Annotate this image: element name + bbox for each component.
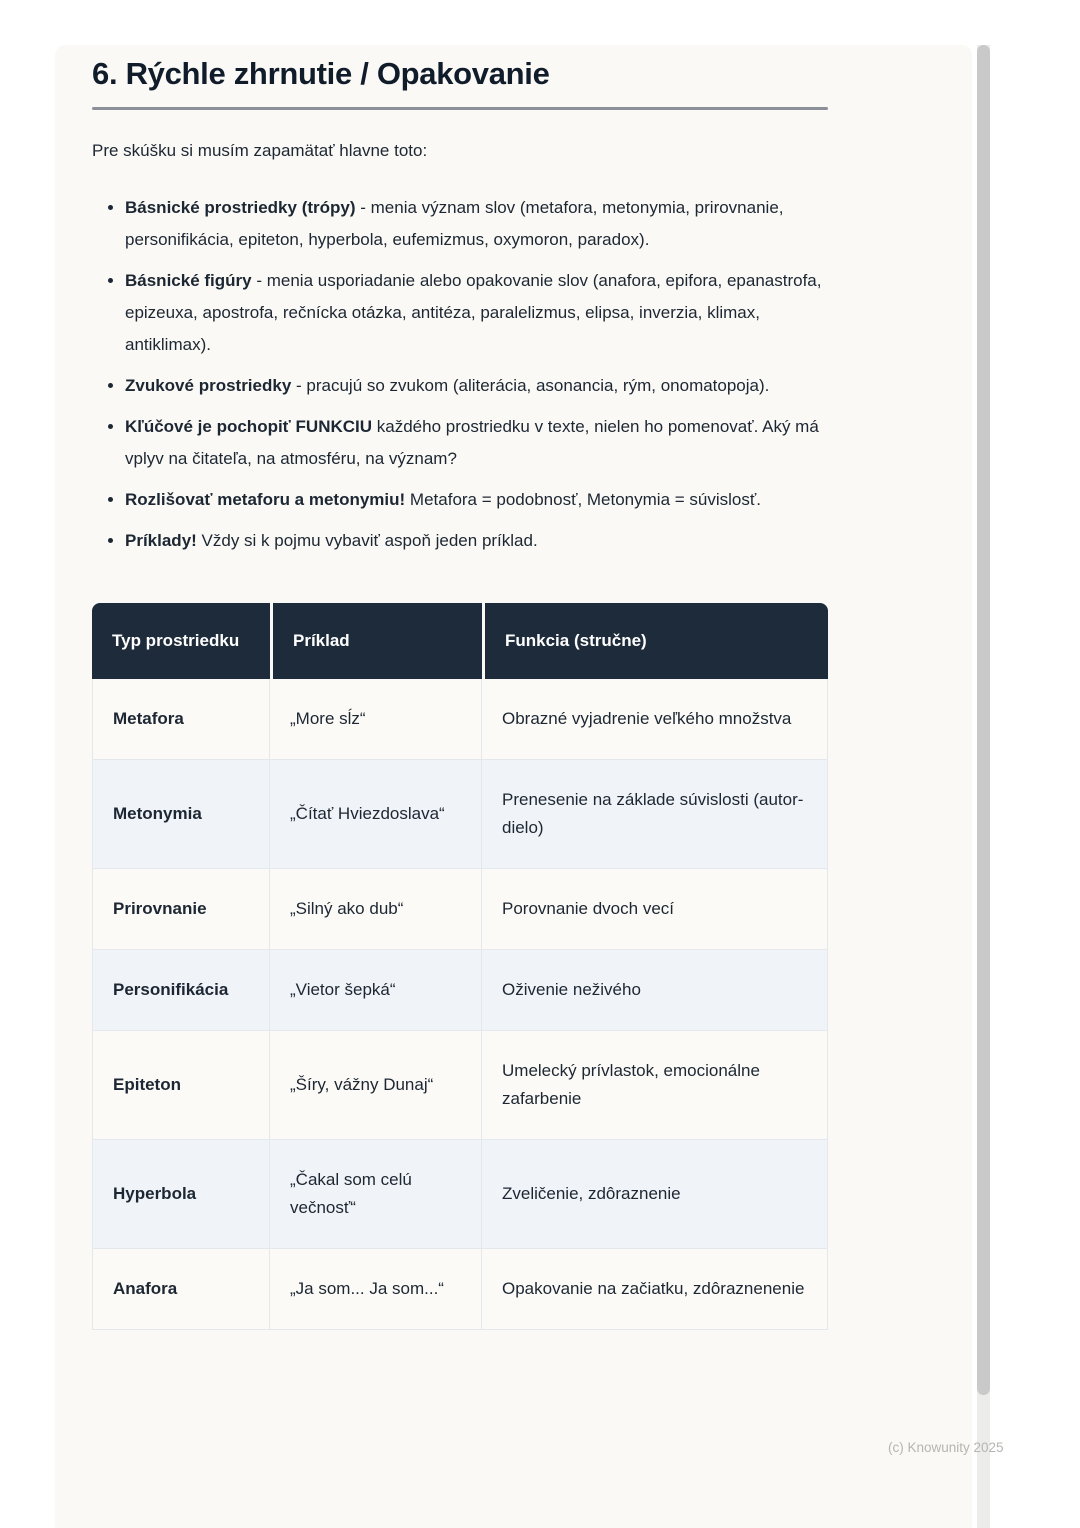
intro-text: Pre skúšku si musím zapamätať hlavne toto: xyxy=(92,141,428,160)
table-row xyxy=(92,950,828,1031)
bullet-text: Vždy si k pojmu vybaviť aspoň jeden príklad. xyxy=(196,531,538,550)
summary-table xyxy=(92,603,828,1330)
bullet-item xyxy=(125,192,828,256)
bullet-text: - pracujú so zvukom (aliterácia, asonancia, rým, onomatopoja). xyxy=(291,376,770,395)
scrollbar-thumb[interactable] xyxy=(977,45,990,1395)
table-cell-function: Zveličenie, zdôraznenie xyxy=(482,1140,828,1249)
bullet-text: - menia význam slov (metafora, metonymia, prirovnanie, personifikácia, epiteton, hyperbola, eufemizmus, oxymoron, paradox). xyxy=(125,198,784,249)
table-cell-example: „Čakal som celú večnosť“ xyxy=(270,1140,482,1249)
table-cell-type: Anafora xyxy=(92,1249,270,1330)
table-cell-example: „Vietor šepká“ xyxy=(270,950,482,1031)
document-content xyxy=(92,55,828,1330)
table-cell-type: Metonymia xyxy=(92,760,270,869)
table-cell-function: Opakovanie na začiatku, zdôraznenenie xyxy=(482,1249,828,1330)
bullet-item xyxy=(125,484,828,516)
bullet-bold: Básnické prostriedky (trópy) xyxy=(125,198,356,217)
table-cell-function: Umelecký prívlastok, emocionálne zafarbenie xyxy=(482,1031,828,1140)
table-cell-function: Obrazné vyjadrenie veľkého množstva xyxy=(482,679,828,760)
table-cell-type: Epiteton xyxy=(92,1031,270,1140)
table-cell-example: „More sĺz“ xyxy=(270,679,482,760)
bullet-text: každého prostriedku v texte, nielen ho pomenovať. Aký má vplyv na čitateľa, na atmosféru, na význam? xyxy=(125,417,819,468)
bullet-bold: Príklady! xyxy=(125,531,197,550)
table-cell-type: Prirovnanie xyxy=(92,869,270,950)
table-cell-function: Prenesenie na základe súvislosti (autor-dielo) xyxy=(482,760,828,869)
bullet-bold: Zvukové prostriedky xyxy=(125,376,292,395)
page-title: 6. Rýchle zhrnutie / Opakovanie xyxy=(92,56,550,91)
table-cell-type: Personifikácia xyxy=(92,950,270,1031)
table-header-cell: Príklad xyxy=(270,603,482,679)
title-divider xyxy=(92,107,828,110)
bullet-item xyxy=(125,370,828,402)
watermark: (c) Knowunity 2025 xyxy=(888,1440,1004,1455)
bullet-text: Metafora = podobnosť, Metonymia = súvislosť. xyxy=(405,490,761,509)
bullet-item xyxy=(125,265,828,361)
table-row xyxy=(92,1031,828,1140)
table-header-row xyxy=(92,603,828,679)
table-header-cell: Funkcia (stručne) xyxy=(482,603,828,679)
bullet-text: - menia usporiadanie alebo opakovanie slov (anafora, epifora, epanastrofa, epizeuxa, apostrofa, rečnícka otázka, antitéza, paralelizmus, elipsa, inverzia, klimax, antiklimax). xyxy=(125,271,822,354)
table-cell-example: „Šíry, vážny Dunaj“ xyxy=(270,1031,482,1140)
bullet-bold: Rozlišovať metaforu a metonymiu! xyxy=(125,490,406,509)
bullet-bold: Kľúčové je pochopiť FUNKCIU xyxy=(125,417,373,436)
table-row xyxy=(92,1249,828,1330)
table-cell-function: Porovnanie dvoch vecí xyxy=(482,869,828,950)
bullet-item xyxy=(125,411,828,475)
table-cell-example: „Silný ako dub“ xyxy=(270,869,482,950)
summary-bullet-list xyxy=(92,192,828,557)
bullet-bold: Básnické figúry xyxy=(125,271,252,290)
table-row xyxy=(92,760,828,869)
table-header-cell: Typ prostriedku xyxy=(92,603,270,679)
table-cell-type: Metafora xyxy=(92,679,270,760)
table-row xyxy=(92,1140,828,1249)
table-cell-function: Oživenie neživého xyxy=(482,950,828,1031)
table-cell-type: Hyperbola xyxy=(92,1140,270,1249)
bullet-item xyxy=(125,525,828,557)
table-cell-example: „Ja som... Ja som...“ xyxy=(270,1249,482,1330)
table-row xyxy=(92,679,828,760)
table-row xyxy=(92,869,828,950)
table-cell-example: „Čítať Hviezdoslava“ xyxy=(270,760,482,869)
